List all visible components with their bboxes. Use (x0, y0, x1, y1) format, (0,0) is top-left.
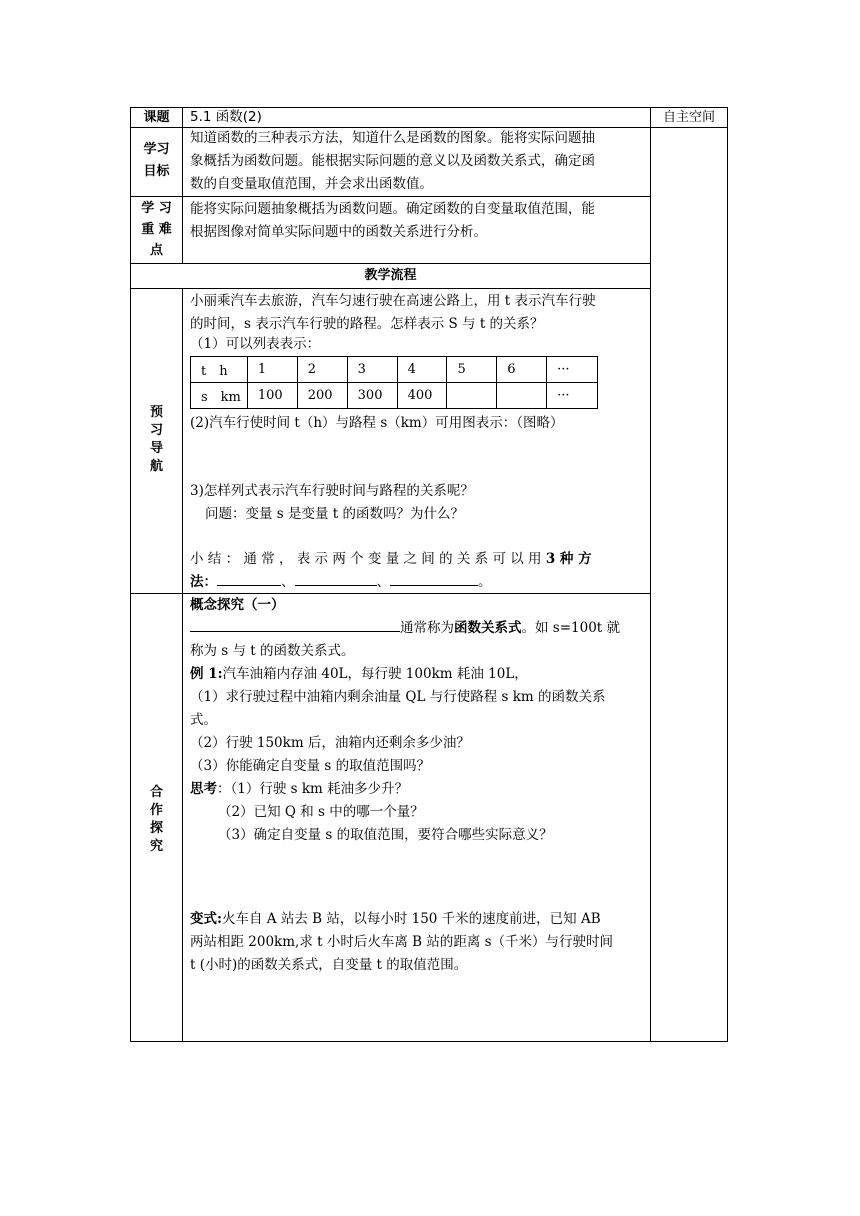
explore-label-char: 探 (149, 821, 163, 836)
summary-emphasis: 法： (190, 574, 217, 590)
key-points-label (131, 198, 182, 261)
concept-line: 通常称为函数关系式。如 s=100t 就 (190, 617, 650, 640)
goals-line: 象概括为函数问题。能根据实际问题的意义以及函数关系式，确定函 (190, 153, 595, 169)
explore-label-char: 究 (149, 839, 163, 854)
border-bottom (130, 1041, 728, 1042)
think-line: （3）确定自变量 s 的取值范围，要符合哪些实际意义？ (218, 827, 553, 843)
key-points-label-line: 学 习 (141, 201, 172, 216)
summary-separator: 、 (376, 574, 390, 590)
table-cell: 200 (297, 383, 347, 409)
explore-label-char: 作 (149, 803, 163, 818)
explore-content (190, 594, 650, 847)
preview-intro (190, 290, 650, 336)
summary-separator: 、 (281, 574, 295, 590)
border-right (727, 107, 728, 1042)
key-points-text (190, 198, 650, 244)
goals-label (131, 139, 182, 183)
preview-intro-line: 小丽乘汽车去旅游，汽车匀速行驶在高速公路上，用 t 表示汽车行驶 (190, 293, 596, 309)
table-cell: 400 (397, 383, 447, 409)
variant-line: 两站相距 200km,求 t 小时后火车离 B 站的距离 s（千米）与行驶时间 (190, 934, 614, 950)
explore-label (131, 784, 182, 856)
key-points-label-line: 点 (149, 243, 163, 258)
preview-label-char: 航 (149, 459, 163, 474)
table-cell (497, 383, 547, 409)
table-cell: 100 (247, 383, 297, 409)
summary-end: 。 (478, 574, 492, 590)
preview-summary (190, 548, 650, 594)
table-row (191, 383, 598, 409)
example-question: （2）行驶 150km 后，油箱内还剩余多少油？ (190, 735, 470, 751)
side-column-divider (650, 107, 651, 1042)
think-line: 思考：（1）行驶 s km 耗油多少升？ (190, 781, 409, 797)
goals-line: 知道函数的三种表示方法，知道什么是函数的图象。能将实际问题抽 (190, 130, 595, 146)
row-divider (650, 127, 728, 128)
summary-line (190, 571, 650, 594)
table-cell (447, 383, 497, 409)
variant-line: 变式:火车自 A 站去 B 站，以每小时 150 千米的速度前进，已知 AB (190, 911, 601, 927)
table-cell: 4 (397, 357, 447, 383)
table-cell: t h (191, 357, 248, 383)
key-points-line: 根据图像对简单实际问题中的函数关系进行分析。 (190, 224, 487, 240)
variant-content (190, 908, 650, 977)
table-cell: 300 (347, 383, 397, 409)
title-value: 5.1 函数(2) (190, 109, 262, 125)
goals-line: 数的自变量取值范围，并会求出函数值。 (190, 176, 433, 192)
preview-label-char: 预 (149, 405, 163, 420)
example-question: 式。 (190, 712, 217, 728)
example-question: （3）你能确定自变量 s 的取值范围吗？ (190, 758, 431, 774)
title-label: 课题 (143, 110, 170, 125)
table-row (191, 357, 598, 383)
flow-title: 教学流程 (364, 268, 417, 283)
goals-label-line: 学习 (143, 142, 170, 157)
explore-label-char: 合 (149, 785, 163, 800)
goals-label-line: 目标 (143, 164, 170, 179)
answer-blank[interactable] (217, 571, 281, 586)
row-divider (130, 196, 650, 197)
summary-emphasis: 3 种 方 (545, 551, 592, 567)
label-column-divider (182, 107, 183, 264)
example-question: （1）求行驶过程中油箱内剩余油量 QL 与行使路程 s km 的函数关系 (190, 689, 606, 705)
table-cell: ··· (547, 383, 598, 409)
summary-text: 小 结 ： 通 常 ， 表 示 两 个 变 量 之 间 的 关 系 可 以 用 (190, 551, 546, 567)
variant-line: t (小时)的函数关系式，自变量 t 的取值范围。 (190, 957, 468, 973)
concept-title: 概念探究（一） (190, 597, 285, 613)
example-line: 例 1:汽车油箱内存油 40L，每行驶 100km 耗油 10L， (190, 666, 528, 682)
key-points-line: 能将实际问题抽象概括为函数问题。确定函数的自变量取值范围，能 (190, 201, 595, 217)
goals-text (190, 127, 650, 196)
preview-label-char: 导 (149, 441, 163, 456)
time-distance-table (190, 356, 598, 409)
preview-item-1: （1）可以列表表示： (190, 336, 321, 352)
answer-blank[interactable] (190, 617, 400, 632)
table-cell: 3 (347, 357, 397, 383)
answer-blank[interactable] (295, 571, 377, 586)
table-cell: s km (191, 383, 248, 409)
table-cell: 2 (297, 357, 347, 383)
row-divider (130, 288, 650, 289)
preview-question: 问题：变量 s 是变量 t 的函数吗？为什么？ (205, 506, 465, 522)
table-cell: 1 (247, 357, 297, 383)
preview-item-3: 3)怎样列式表示汽车行驶时间与路程的关系呢？ (190, 483, 474, 499)
table-cell: ··· (547, 357, 598, 383)
answer-blank[interactable] (390, 571, 478, 586)
preview-label (131, 404, 182, 476)
table-cell: 5 (447, 357, 497, 383)
preview-intro-line: 的时间，s 表示汽车行驶的路程。怎样表示 S 与 t 的关系？ (190, 316, 544, 332)
table-cell: 6 (497, 357, 547, 383)
preview-item-2: (2)汽车行使时间 t（h）与路程 s（km）可用图表示：（图略） (190, 415, 564, 431)
summary-line (190, 548, 650, 571)
think-line: （2）已知 Q 和 s 中的哪一个量？ (218, 804, 424, 820)
side-column-header: 自主空间 (662, 110, 715, 125)
key-points-label-line: 重 难 (141, 222, 172, 237)
label-column-divider (182, 288, 183, 1042)
preview-label-char: 习 (149, 423, 163, 438)
concept-line: 称为 s 与 t 的函数关系式。 (190, 643, 355, 659)
